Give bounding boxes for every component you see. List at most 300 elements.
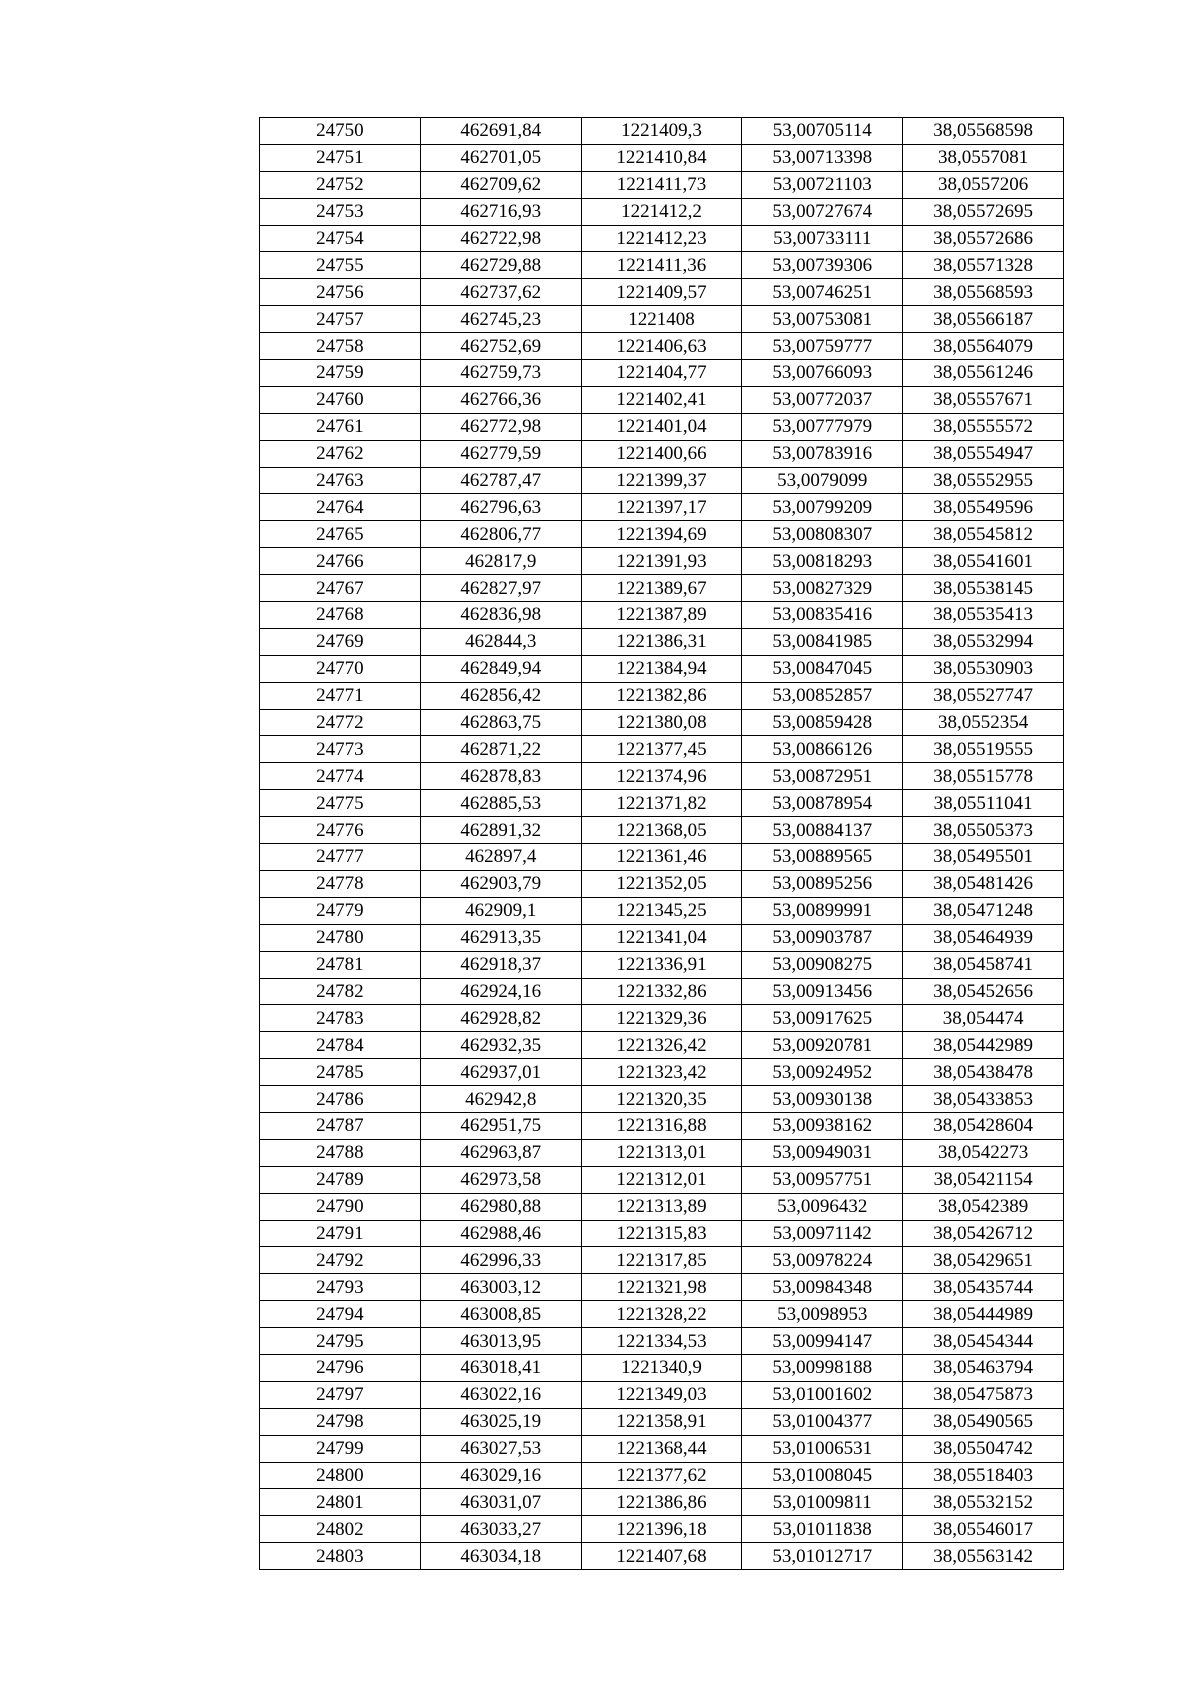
point-number-cell: 24757 [260,306,421,333]
x-coordinate-cell: 462942,8 [420,1086,581,1113]
x-coordinate-cell: 462871,22 [420,736,581,763]
longitude-cell: 38,05505373 [903,817,1064,844]
longitude-cell: 38,05527747 [903,682,1064,709]
table-row [260,1086,1064,1113]
latitude-cell: 53,00978224 [742,1247,903,1274]
point-number-cell: 24789 [260,1166,421,1193]
table-row [260,360,1064,387]
y-coordinate-cell: 1221377,45 [581,736,742,763]
point-number-cell: 24793 [260,1274,421,1301]
point-number-cell: 24764 [260,494,421,521]
x-coordinate-cell: 462827,97 [420,575,581,602]
table-row [260,1166,1064,1193]
y-coordinate-cell: 1221391,93 [581,548,742,575]
latitude-cell: 53,00917625 [742,1005,903,1032]
table-row [260,440,1064,467]
point-number-cell: 24753 [260,198,421,225]
latitude-cell: 53,00746251 [742,279,903,306]
point-number-cell: 24754 [260,225,421,252]
y-coordinate-cell: 1221313,89 [581,1193,742,1220]
table-row [260,1193,1064,1220]
point-number-cell: 24763 [260,467,421,494]
latitude-cell: 53,00913456 [742,978,903,1005]
table-row [260,655,1064,682]
latitude-cell: 53,00903787 [742,924,903,951]
x-coordinate-cell: 463027,53 [420,1435,581,1462]
latitude-cell: 53,00859428 [742,709,903,736]
longitude-cell: 38,05515778 [903,763,1064,790]
y-coordinate-cell: 1221371,82 [581,790,742,817]
longitude-cell: 38,05563142 [903,1543,1064,1570]
latitude-cell: 53,00841985 [742,628,903,655]
y-coordinate-cell: 1221412,23 [581,225,742,252]
point-number-cell: 24769 [260,628,421,655]
y-coordinate-cell: 1221406,63 [581,333,742,360]
x-coordinate-cell: 462817,9 [420,548,581,575]
latitude-cell: 53,00866126 [742,736,903,763]
table-row [260,817,1064,844]
y-coordinate-cell: 1221377,62 [581,1462,742,1489]
longitude-cell: 38,05538145 [903,575,1064,602]
x-coordinate-cell: 462937,01 [420,1059,581,1086]
table-row [260,682,1064,709]
longitude-cell: 38,05490565 [903,1408,1064,1435]
y-coordinate-cell: 1221401,04 [581,413,742,440]
point-number-cell: 24756 [260,279,421,306]
latitude-cell: 53,00895256 [742,870,903,897]
longitude-cell: 38,05421154 [903,1166,1064,1193]
point-number-cell: 24791 [260,1220,421,1247]
point-number-cell: 24799 [260,1435,421,1462]
latitude-cell: 53,01001602 [742,1381,903,1408]
point-number-cell: 24773 [260,736,421,763]
x-coordinate-cell: 462932,35 [420,1032,581,1059]
point-number-cell: 24796 [260,1354,421,1381]
latitude-cell: 53,00783916 [742,440,903,467]
latitude-cell: 53,00753081 [742,306,903,333]
longitude-cell: 38,05475873 [903,1381,1064,1408]
longitude-cell: 38,05429651 [903,1247,1064,1274]
latitude-cell: 53,00852857 [742,682,903,709]
table-row [260,1139,1064,1166]
x-coordinate-cell: 463033,27 [420,1516,581,1543]
point-number-cell: 24777 [260,844,421,871]
table-row [260,924,1064,951]
longitude-cell: 38,05452656 [903,978,1064,1005]
table-row [260,897,1064,924]
latitude-cell: 53,00920781 [742,1032,903,1059]
y-coordinate-cell: 1221407,68 [581,1543,742,1570]
latitude-cell: 53,00938162 [742,1112,903,1139]
latitude-cell: 53,00971142 [742,1220,903,1247]
x-coordinate-cell: 462716,93 [420,198,581,225]
longitude-cell: 38,05541601 [903,548,1064,575]
latitude-cell: 53,00799209 [742,494,903,521]
longitude-cell: 38,05444989 [903,1301,1064,1328]
latitude-cell: 53,00727674 [742,198,903,225]
x-coordinate-cell: 462787,47 [420,467,581,494]
longitude-cell: 38,05549596 [903,494,1064,521]
point-number-cell: 24778 [260,870,421,897]
y-coordinate-cell: 1221317,85 [581,1247,742,1274]
y-coordinate-cell: 1221404,77 [581,360,742,387]
table-row [260,225,1064,252]
x-coordinate-cell: 462980,88 [420,1193,581,1220]
x-coordinate-cell: 462836,98 [420,602,581,629]
y-coordinate-cell: 1221334,53 [581,1328,742,1355]
table-row [260,1274,1064,1301]
table-row [260,763,1064,790]
x-coordinate-cell: 462863,75 [420,709,581,736]
longitude-cell: 38,05568598 [903,118,1064,145]
latitude-cell: 53,00713398 [742,144,903,171]
point-number-cell: 24755 [260,252,421,279]
y-coordinate-cell: 1221394,69 [581,521,742,548]
longitude-cell: 38,05535413 [903,602,1064,629]
x-coordinate-cell: 462878,83 [420,763,581,790]
table-row [260,1516,1064,1543]
x-coordinate-cell: 463013,95 [420,1328,581,1355]
y-coordinate-cell: 1221411,36 [581,252,742,279]
y-coordinate-cell: 1221397,17 [581,494,742,521]
y-coordinate-cell: 1221386,86 [581,1489,742,1516]
longitude-cell: 38,05571328 [903,252,1064,279]
table-row [260,844,1064,871]
longitude-cell: 38,05438478 [903,1059,1064,1086]
y-coordinate-cell: 1221384,94 [581,655,742,682]
x-coordinate-cell: 462885,53 [420,790,581,817]
point-number-cell: 24750 [260,118,421,145]
point-number-cell: 24752 [260,171,421,198]
y-coordinate-cell: 1221313,01 [581,1139,742,1166]
table-row [260,1462,1064,1489]
point-number-cell: 24772 [260,709,421,736]
x-coordinate-cell: 462963,87 [420,1139,581,1166]
y-coordinate-cell: 1221402,41 [581,386,742,413]
table-row [260,1247,1064,1274]
longitude-cell: 38,05552955 [903,467,1064,494]
longitude-cell: 38,05495501 [903,844,1064,871]
y-coordinate-cell: 1221361,46 [581,844,742,871]
point-number-cell: 24801 [260,1489,421,1516]
latitude-cell: 53,00827329 [742,575,903,602]
table-row [260,333,1064,360]
y-coordinate-cell: 1221316,88 [581,1112,742,1139]
latitude-cell: 53,00777979 [742,413,903,440]
x-coordinate-cell: 462973,58 [420,1166,581,1193]
y-coordinate-cell: 1221312,01 [581,1166,742,1193]
y-coordinate-cell: 1221368,44 [581,1435,742,1462]
point-number-cell: 24776 [260,817,421,844]
point-number-cell: 24788 [260,1139,421,1166]
longitude-cell: 38,05564079 [903,333,1064,360]
latitude-cell: 53,00818293 [742,548,903,575]
coordinates-table [259,117,1064,1570]
x-coordinate-cell: 462844,3 [420,628,581,655]
table-row [260,1032,1064,1059]
longitude-cell: 38,05428604 [903,1112,1064,1139]
x-coordinate-cell: 463018,41 [420,1354,581,1381]
x-coordinate-cell: 462701,05 [420,144,581,171]
longitude-cell: 38,05532152 [903,1489,1064,1516]
y-coordinate-cell: 1221387,89 [581,602,742,629]
point-number-cell: 24767 [260,575,421,602]
y-coordinate-cell: 1221336,91 [581,951,742,978]
point-number-cell: 24795 [260,1328,421,1355]
table-row [260,1112,1064,1139]
y-coordinate-cell: 1221340,9 [581,1354,742,1381]
point-number-cell: 24781 [260,951,421,978]
table-row [260,978,1064,1005]
table-row [260,252,1064,279]
longitude-cell: 38,05442989 [903,1032,1064,1059]
y-coordinate-cell: 1221382,86 [581,682,742,709]
longitude-cell: 38,05568593 [903,279,1064,306]
table-row [260,1301,1064,1328]
table-row [260,198,1064,225]
latitude-cell: 53,01006531 [742,1435,903,1462]
x-coordinate-cell: 462766,36 [420,386,581,413]
point-number-cell: 24803 [260,1543,421,1570]
point-number-cell: 24787 [260,1112,421,1139]
x-coordinate-cell: 462897,4 [420,844,581,871]
table-row [260,951,1064,978]
point-number-cell: 24784 [260,1032,421,1059]
latitude-cell: 53,00924952 [742,1059,903,1086]
point-number-cell: 24790 [260,1193,421,1220]
table-row [260,118,1064,145]
point-number-cell: 24785 [260,1059,421,1086]
y-coordinate-cell: 1221409,3 [581,118,742,145]
table-row [260,548,1064,575]
longitude-cell: 38,05458741 [903,951,1064,978]
coordinates-table-body [260,118,1064,1570]
y-coordinate-cell: 1221341,04 [581,924,742,951]
x-coordinate-cell: 462745,23 [420,306,581,333]
table-row [260,279,1064,306]
latitude-cell: 53,00766093 [742,360,903,387]
latitude-cell: 53,00998188 [742,1354,903,1381]
table-row [260,575,1064,602]
table-row [260,1435,1064,1462]
latitude-cell: 53,00949031 [742,1139,903,1166]
longitude-cell: 38,05511041 [903,790,1064,817]
y-coordinate-cell: 1221411,73 [581,171,742,198]
table-row [260,790,1064,817]
latitude-cell: 53,0096432 [742,1193,903,1220]
table-row [260,1005,1064,1032]
table-row [260,386,1064,413]
latitude-cell: 53,00994147 [742,1328,903,1355]
x-coordinate-cell: 462891,32 [420,817,581,844]
latitude-cell: 53,01011838 [742,1516,903,1543]
y-coordinate-cell: 1221409,57 [581,279,742,306]
point-number-cell: 24779 [260,897,421,924]
table-row [260,1354,1064,1381]
x-coordinate-cell: 462951,75 [420,1112,581,1139]
latitude-cell: 53,00878954 [742,790,903,817]
longitude-cell: 38,054474 [903,1005,1064,1032]
latitude-cell: 53,00721103 [742,171,903,198]
x-coordinate-cell: 463031,07 [420,1489,581,1516]
table-row [260,1543,1064,1570]
point-number-cell: 24761 [260,413,421,440]
latitude-cell: 53,00908275 [742,951,903,978]
longitude-cell: 38,05546017 [903,1516,1064,1543]
y-coordinate-cell: 1221374,96 [581,763,742,790]
latitude-cell: 53,00733111 [742,225,903,252]
point-number-cell: 24760 [260,386,421,413]
table-row [260,1408,1064,1435]
x-coordinate-cell: 463029,16 [420,1462,581,1489]
point-number-cell: 24802 [260,1516,421,1543]
longitude-cell: 38,0552354 [903,709,1064,736]
table-row [260,736,1064,763]
point-number-cell: 24762 [260,440,421,467]
latitude-cell: 53,01004377 [742,1408,903,1435]
longitude-cell: 38,05532994 [903,628,1064,655]
x-coordinate-cell: 462729,88 [420,252,581,279]
table-row [260,494,1064,521]
y-coordinate-cell: 1221320,35 [581,1086,742,1113]
latitude-cell: 53,0098953 [742,1301,903,1328]
latitude-cell: 53,00957751 [742,1166,903,1193]
latitude-cell: 53,00984348 [742,1274,903,1301]
x-coordinate-cell: 462913,35 [420,924,581,951]
point-number-cell: 24751 [260,144,421,171]
latitude-cell: 53,00759777 [742,333,903,360]
table-row [260,1489,1064,1516]
y-coordinate-cell: 1221352,05 [581,870,742,897]
latitude-cell: 53,00930138 [742,1086,903,1113]
longitude-cell: 38,0542273 [903,1139,1064,1166]
x-coordinate-cell: 462772,98 [420,413,581,440]
point-number-cell: 24786 [260,1086,421,1113]
latitude-cell: 53,0079099 [742,467,903,494]
x-coordinate-cell: 463034,18 [420,1543,581,1570]
y-coordinate-cell: 1221345,25 [581,897,742,924]
y-coordinate-cell: 1221412,2 [581,198,742,225]
table-row [260,1381,1064,1408]
point-number-cell: 24765 [260,521,421,548]
latitude-cell: 53,00889565 [742,844,903,871]
y-coordinate-cell: 1221389,67 [581,575,742,602]
longitude-cell: 38,05554947 [903,440,1064,467]
longitude-cell: 38,05545812 [903,521,1064,548]
table-row [260,709,1064,736]
longitude-cell: 38,0542389 [903,1193,1064,1220]
y-coordinate-cell: 1221326,42 [581,1032,742,1059]
x-coordinate-cell: 462722,98 [420,225,581,252]
y-coordinate-cell: 1221328,22 [581,1301,742,1328]
x-coordinate-cell: 462752,69 [420,333,581,360]
x-coordinate-cell: 462849,94 [420,655,581,682]
latitude-cell: 53,00772037 [742,386,903,413]
y-coordinate-cell: 1221323,42 [581,1059,742,1086]
latitude-cell: 53,01012717 [742,1543,903,1570]
table-row [260,306,1064,333]
x-coordinate-cell: 463003,12 [420,1274,581,1301]
table-row [260,1220,1064,1247]
point-number-cell: 24792 [260,1247,421,1274]
x-coordinate-cell: 463022,16 [420,1381,581,1408]
latitude-cell: 53,00808307 [742,521,903,548]
x-coordinate-cell: 462796,63 [420,494,581,521]
y-coordinate-cell: 1221329,36 [581,1005,742,1032]
y-coordinate-cell: 1221399,37 [581,467,742,494]
longitude-cell: 38,05519555 [903,736,1064,763]
point-number-cell: 24780 [260,924,421,951]
longitude-cell: 38,05566187 [903,306,1064,333]
point-number-cell: 24768 [260,602,421,629]
x-coordinate-cell: 462918,37 [420,951,581,978]
longitude-cell: 38,05435744 [903,1274,1064,1301]
x-coordinate-cell: 462996,33 [420,1247,581,1274]
longitude-cell: 38,05518403 [903,1462,1064,1489]
table-row [260,171,1064,198]
table-row [260,521,1064,548]
point-number-cell: 24797 [260,1381,421,1408]
longitude-cell: 38,05463794 [903,1354,1064,1381]
x-coordinate-cell: 462856,42 [420,682,581,709]
table-row [260,144,1064,171]
table-row [260,413,1064,440]
y-coordinate-cell: 1221380,08 [581,709,742,736]
x-coordinate-cell: 462779,59 [420,440,581,467]
table-row [260,467,1064,494]
longitude-cell: 38,0557206 [903,171,1064,198]
latitude-cell: 53,00899991 [742,897,903,924]
point-number-cell: 24798 [260,1408,421,1435]
point-number-cell: 24782 [260,978,421,1005]
y-coordinate-cell: 1221349,03 [581,1381,742,1408]
longitude-cell: 38,05561246 [903,360,1064,387]
x-coordinate-cell: 462759,73 [420,360,581,387]
latitude-cell: 53,00835416 [742,602,903,629]
y-coordinate-cell: 1221396,18 [581,1516,742,1543]
x-coordinate-cell: 462988,46 [420,1220,581,1247]
y-coordinate-cell: 1221358,91 [581,1408,742,1435]
y-coordinate-cell: 1221368,05 [581,817,742,844]
y-coordinate-cell: 1221410,84 [581,144,742,171]
y-coordinate-cell: 1221321,98 [581,1274,742,1301]
table-row [260,870,1064,897]
x-coordinate-cell: 462909,1 [420,897,581,924]
x-coordinate-cell: 462737,62 [420,279,581,306]
y-coordinate-cell: 1221408 [581,306,742,333]
latitude-cell: 53,00705114 [742,118,903,145]
latitude-cell: 53,01009811 [742,1489,903,1516]
point-number-cell: 24783 [260,1005,421,1032]
point-number-cell: 24770 [260,655,421,682]
x-coordinate-cell: 462924,16 [420,978,581,1005]
latitude-cell: 53,00872951 [742,763,903,790]
point-number-cell: 24766 [260,548,421,575]
longitude-cell: 38,05471248 [903,897,1064,924]
longitude-cell: 38,05454344 [903,1328,1064,1355]
latitude-cell: 53,00847045 [742,655,903,682]
point-number-cell: 24771 [260,682,421,709]
x-coordinate-cell: 462928,82 [420,1005,581,1032]
longitude-cell: 38,05481426 [903,870,1064,897]
x-coordinate-cell: 462903,79 [420,870,581,897]
longitude-cell: 38,05572686 [903,225,1064,252]
x-coordinate-cell: 462691,84 [420,118,581,145]
point-number-cell: 24758 [260,333,421,360]
y-coordinate-cell: 1221400,66 [581,440,742,467]
table-row [260,602,1064,629]
longitude-cell: 38,05557671 [903,386,1064,413]
